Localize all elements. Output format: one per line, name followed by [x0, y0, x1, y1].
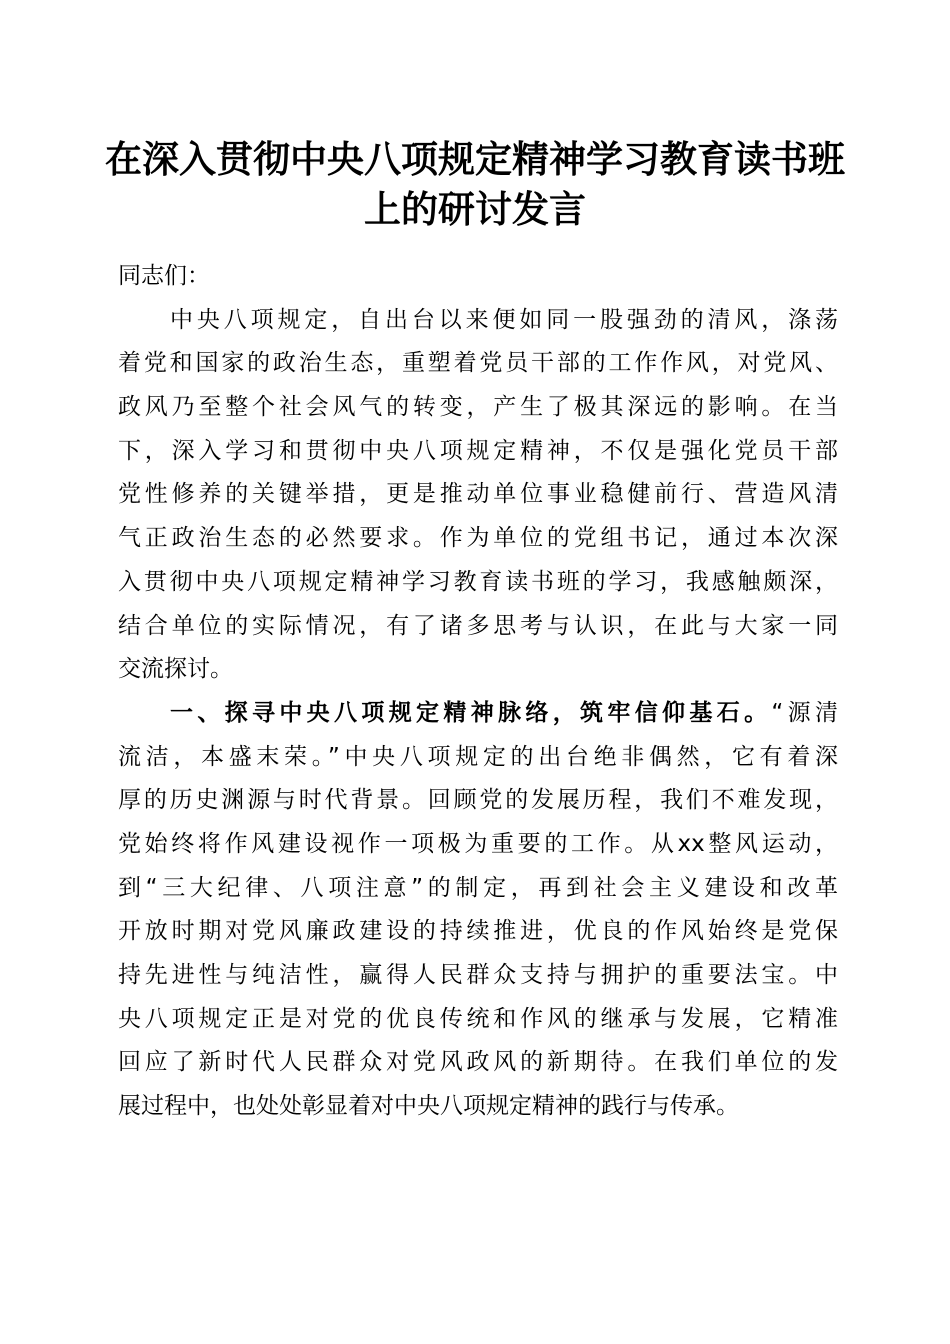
salutation: 同志们：	[118, 263, 210, 289]
title-line-2: 上的研讨发言	[364, 187, 586, 231]
paragraph-line: 持先进性与纯洁性，赢得人民群众支持与拥护的重要法宝。中	[118, 962, 838, 988]
section-1-first-line	[118, 692, 838, 736]
paragraph-line: 展过程中，也处处彰显着对中央八项规定精神的践行与传承。	[118, 1093, 739, 1120]
title-line-1: 在深入贯彻中央八项规定精神学习教育读书班	[105, 137, 845, 181]
paragraph-line: 到“三大纪律、八项注意”的制定，再到社会主义建设和改革	[118, 874, 838, 901]
section-1	[118, 692, 838, 1129]
paragraph-line: 下，深入学习和贯彻中央八项规定精神，不仅是强化党员干部	[118, 437, 838, 464]
paragraph-line: 党性修养的关键举措，更是推动单位事业稳健前行、营造风清	[118, 481, 838, 508]
paragraph-line: 政风乃至整个社会风气的转变，产生了极其深远的影响。在当	[118, 394, 838, 421]
document-body	[118, 255, 838, 1129]
section-1-heading: 一、探寻中央八项规定精神脉络，筑牢信仰基石。	[170, 699, 772, 726]
document-title	[100, 134, 850, 234]
paragraph-line: 央八项规定正是对党的优良传统和作风的继承与发展，它精准	[118, 1005, 838, 1032]
section-1-first-line-rest: “源清	[771, 699, 838, 726]
paragraph-line: 流洁，本盛末荣。”中央八项规定的出台绝非偶然，它有着深	[118, 743, 838, 770]
paragraph-line: 结合单位的实际情况，有了诸多思考与认识，在此与大家一同	[118, 612, 838, 639]
paragraph-line: 交流探讨。	[118, 656, 233, 683]
paragraph-line: 回应了新时代人民群众对党风政风的新期待。在我们单位的发	[118, 1049, 838, 1076]
paragraph-1	[118, 299, 838, 692]
paragraph-line: 气正政治生态的必然要求。作为单位的党组书记，通过本次深	[118, 525, 838, 552]
paragraph-line: 厚的历史渊源与时代背景。回顾党的发展历程，我们不难发现，	[118, 787, 838, 814]
paragraph-line: 着党和国家的政治生态，重塑着党员干部的工作作风，对党风、	[118, 350, 838, 377]
paragraph-line: 开放时期对党风廉政建设的持续推进，优良的作风始终是党保	[118, 918, 838, 945]
paragraph-line: 党始终将作风建设视作一项极为重要的工作。从xx整风运动，	[118, 830, 838, 857]
paragraph-line: 入贯彻中央八项规定精神学习教育读书班的学习，我感触颇深，	[118, 568, 838, 595]
paragraph-line: 中央八项规定，自出台以来便如同一股强劲的清风，涤荡	[170, 306, 838, 333]
